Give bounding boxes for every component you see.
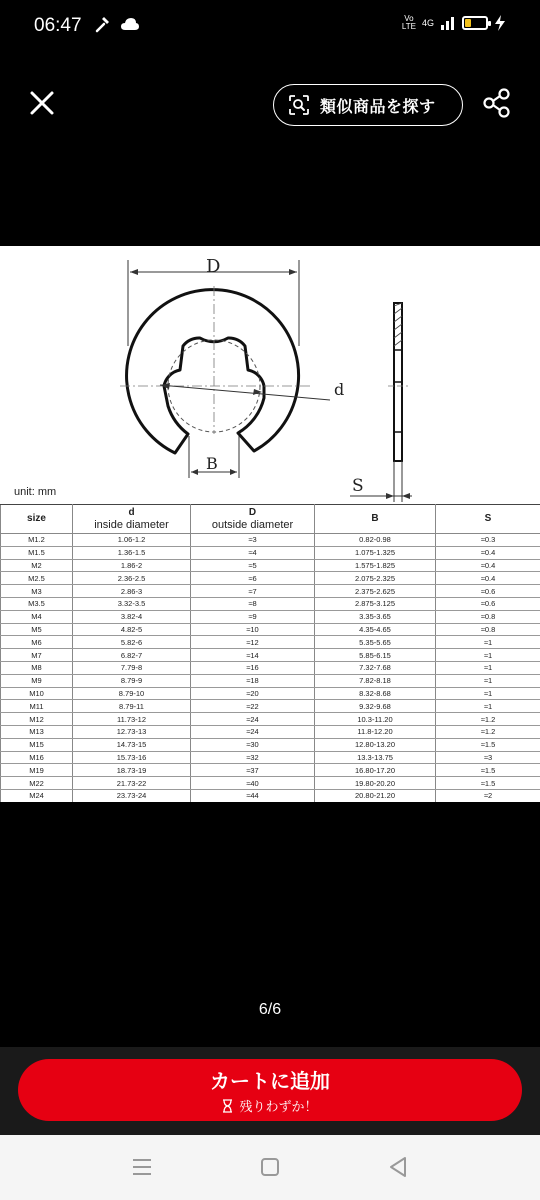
add-to-cart-label: カートに追加 [210, 1069, 330, 1093]
spec-table-row [1, 572, 540, 585]
status-bar [0, 0, 540, 54]
spec-cell: 13.3-13.75 [315, 751, 436, 764]
spec-cell: 6.82-7 [73, 649, 191, 662]
spec-cell: M24 [1, 789, 73, 802]
spec-cell: M3 [1, 585, 73, 598]
spec-cell: 9.32-9.68 [315, 700, 436, 713]
spec-cell: 8.79-9 [73, 674, 191, 687]
spec-cell: M13 [1, 725, 73, 738]
spec-cell: ≈1.5 [436, 764, 540, 777]
spec-table-row [1, 534, 540, 547]
recents-button[interactable] [130, 1155, 154, 1179]
spec-cell: ≈12 [191, 636, 315, 649]
spec-cell: 3.32-3.5 [73, 597, 191, 610]
spec-cell: 2.86-3 [73, 585, 191, 598]
spec-cell: ≈0.3 [436, 534, 540, 547]
spec-table-row [1, 559, 540, 572]
spec-cell: ≈1 [436, 649, 540, 662]
stock-note: 残りわずか！ [239, 1100, 318, 1115]
spec-cell: M19 [1, 764, 73, 777]
spec-cell: M9 [1, 674, 73, 687]
spec-cell: 2.875-3.125 [315, 597, 436, 610]
spec-cell: ≈1 [436, 636, 540, 649]
spec-cell: ≈8 [191, 597, 315, 610]
spec-cell: ≈1 [436, 687, 540, 700]
back-button[interactable] [386, 1155, 410, 1179]
spec-cell: ≈0.4 [436, 559, 540, 572]
spec-cell: ≈0.8 [436, 623, 540, 636]
spec-cell: M8 [1, 661, 73, 674]
share-icon [480, 86, 514, 120]
spec-cell: 12.73-13 [73, 725, 191, 738]
spec-cell: 10.3-11.20 [315, 713, 436, 726]
spec-table-row [1, 713, 540, 726]
spec-cell: 19.80-20.20 [315, 777, 436, 790]
spec-cell: 16.80-17.20 [315, 764, 436, 777]
spec-cell: ≈1.2 [436, 713, 540, 726]
spec-cell: M2.5 [1, 572, 73, 585]
spec-cell: ≈22 [191, 700, 315, 713]
spec-cell: ≈1 [436, 674, 540, 687]
spec-header-cell: d inside diameter [73, 505, 191, 534]
spec-cell: 3.82-4 [73, 610, 191, 623]
spec-cell: M1.2 [1, 534, 73, 547]
image-search-icon [288, 94, 310, 116]
spec-cell: ≈24 [191, 725, 315, 738]
label-S: S [352, 476, 364, 496]
spec-cell: M15 [1, 738, 73, 751]
spec-header-cell: B [315, 505, 436, 534]
signal-icon [440, 15, 456, 31]
spec-cell: 2.075-2.325 [315, 572, 436, 585]
spec-cell: 5.82-6 [73, 636, 191, 649]
spec-table-row [1, 636, 540, 649]
spec-cell: 1.86-2 [73, 559, 191, 572]
spec-cell: ≈30 [191, 738, 315, 751]
spec-cell: ≈5 [191, 559, 315, 572]
home-button[interactable] [258, 1155, 282, 1179]
unit-label: unit: mm [14, 486, 57, 498]
spec-cell: 8.32-8.68 [315, 687, 436, 700]
spec-cell: ≈0.4 [436, 546, 540, 559]
spec-header-cell: D outside diameter [191, 505, 315, 534]
spec-cell: 5.85-6.15 [315, 649, 436, 662]
spec-cell: 18.73-19 [73, 764, 191, 777]
spec-cell: ≈1.5 [436, 738, 540, 751]
label-B: B [206, 454, 218, 473]
spec-cell: M4 [1, 610, 73, 623]
spec-cell: ≈14 [191, 649, 315, 662]
spec-cell: ≈2 [436, 789, 540, 802]
spec-cell: 7.32-7.68 [315, 661, 436, 674]
spec-table-row [1, 789, 540, 802]
spec-table-row [1, 585, 540, 598]
spec-cell: ≈9 [191, 610, 315, 623]
spec-cell: 7.82-8.18 [315, 674, 436, 687]
spec-cell: 5.35-5.65 [315, 636, 436, 649]
volte-indicator: Vo LTE [401, 14, 416, 31]
spec-cell: M12 [1, 713, 73, 726]
close-icon [24, 85, 60, 121]
spec-table-row [1, 751, 540, 764]
spec-cell: ≈1.5 [436, 777, 540, 790]
spec-cell: ≈0.6 [436, 597, 540, 610]
spec-cell: 1.06-1.2 [73, 534, 191, 547]
spec-cell: ≈3 [191, 534, 315, 547]
add-to-cart-button[interactable] [18, 1059, 522, 1121]
spec-cell: M6 [1, 636, 73, 649]
network-type: 4G [421, 18, 434, 28]
spec-cell: 11.73-12 [73, 713, 191, 726]
label-d: d [334, 380, 345, 399]
spec-cell: ≈1.2 [436, 725, 540, 738]
spec-cell: 1.36-1.5 [73, 546, 191, 559]
spec-cell: 12.80-13.20 [315, 738, 436, 751]
spec-table-row [1, 674, 540, 687]
home-square-icon [258, 1155, 282, 1179]
spec-cell: 8.79-10 [73, 687, 191, 700]
spec-cell: ≈6 [191, 572, 315, 585]
spec-cell: ≈10 [191, 623, 315, 636]
cart-area [0, 1047, 540, 1135]
spec-header-cell: S [436, 505, 540, 534]
hourglass-icon [222, 1099, 233, 1113]
product-image[interactable] [0, 246, 540, 802]
spec-cell: ≈1 [436, 661, 540, 674]
spec-cell: M7 [1, 649, 73, 662]
spec-cell: 20.80-21.20 [315, 789, 436, 802]
spec-table-header [1, 505, 540, 534]
spec-table-row [1, 777, 540, 790]
spec-cell: M5 [1, 623, 73, 636]
spec-cell: ≈37 [191, 764, 315, 777]
spec-cell: ≈20 [191, 687, 315, 700]
spec-cell: 4.35-4.65 [315, 623, 436, 636]
spec-table-row [1, 610, 540, 623]
spec-cell: 0.82-0.98 [315, 534, 436, 547]
spec-cell: M1.5 [1, 546, 73, 559]
system-nav-bar [0, 1135, 540, 1200]
spec-table-row [1, 738, 540, 751]
spec-cell: 15.73-16 [73, 751, 191, 764]
hammer-notification-icon [94, 16, 112, 34]
label-D: D [206, 256, 221, 277]
spec-cell: ≈16 [191, 661, 315, 674]
spec-cell: M2 [1, 559, 73, 572]
cloud-icon [120, 16, 140, 32]
spec-table-row [1, 700, 540, 713]
menu-icon [130, 1155, 154, 1179]
spec-cell: ≈32 [191, 751, 315, 764]
close-button[interactable] [24, 85, 60, 121]
e-clip-diagram [0, 246, 540, 504]
spec-cell: M10 [1, 687, 73, 700]
spec-table-row [1, 764, 540, 777]
spec-table-row [1, 546, 540, 559]
spec-cell: M16 [1, 751, 73, 764]
spec-cell: ≈3 [436, 751, 540, 764]
spec-cell: ≈1 [436, 700, 540, 713]
spec-cell: 2.375-2.625 [315, 585, 436, 598]
spec-cell: M22 [1, 777, 73, 790]
spec-cell: 21.73-22 [73, 777, 191, 790]
spec-table-row [1, 623, 540, 636]
spec-cell: ≈40 [191, 777, 315, 790]
spec-cell: 4.82-5 [73, 623, 191, 636]
spec-cell: ≈24 [191, 713, 315, 726]
spec-cell: ≈0.4 [436, 572, 540, 585]
spec-cell: 14.73-15 [73, 738, 191, 751]
spec-cell: M11 [1, 700, 73, 713]
spec-cell: 11.8-12.20 [315, 725, 436, 738]
find-similar-button[interactable] [273, 84, 463, 126]
spec-cell: ≈4 [191, 546, 315, 559]
spec-table-row [1, 661, 540, 674]
spec-cell: 3.35-3.65 [315, 610, 436, 623]
spec-cell: ≈0.6 [436, 585, 540, 598]
back-triangle-icon [386, 1155, 410, 1179]
spec-cell: 2.36-2.5 [73, 572, 191, 585]
spec-cell: ≈0.8 [436, 610, 540, 623]
battery-icon [462, 16, 488, 30]
spec-cell: ≈7 [191, 585, 315, 598]
status-time: 06:47 [34, 15, 82, 36]
share-button[interactable] [480, 86, 514, 120]
spec-cell: ≈18 [191, 674, 315, 687]
charging-bolt-icon [494, 14, 506, 32]
spec-table [0, 504, 540, 802]
spec-cell: ≈44 [191, 789, 315, 802]
spec-cell: 8.79-11 [73, 700, 191, 713]
spec-cell: M3.5 [1, 597, 73, 610]
image-counter: 6/6 [258, 1001, 282, 1018]
spec-header-cell: size [1, 505, 73, 534]
spec-cell: 23.73-24 [73, 789, 191, 802]
spec-cell: 1.075-1.325 [315, 546, 436, 559]
spec-table-row [1, 725, 540, 738]
spec-table-row [1, 597, 540, 610]
find-similar-label: 類似商品を探す [320, 96, 436, 116]
spec-table-row [1, 649, 540, 662]
spec-cell: 7.79-8 [73, 661, 191, 674]
spec-table-row [1, 687, 540, 700]
spec-cell: 1.575-1.825 [315, 559, 436, 572]
